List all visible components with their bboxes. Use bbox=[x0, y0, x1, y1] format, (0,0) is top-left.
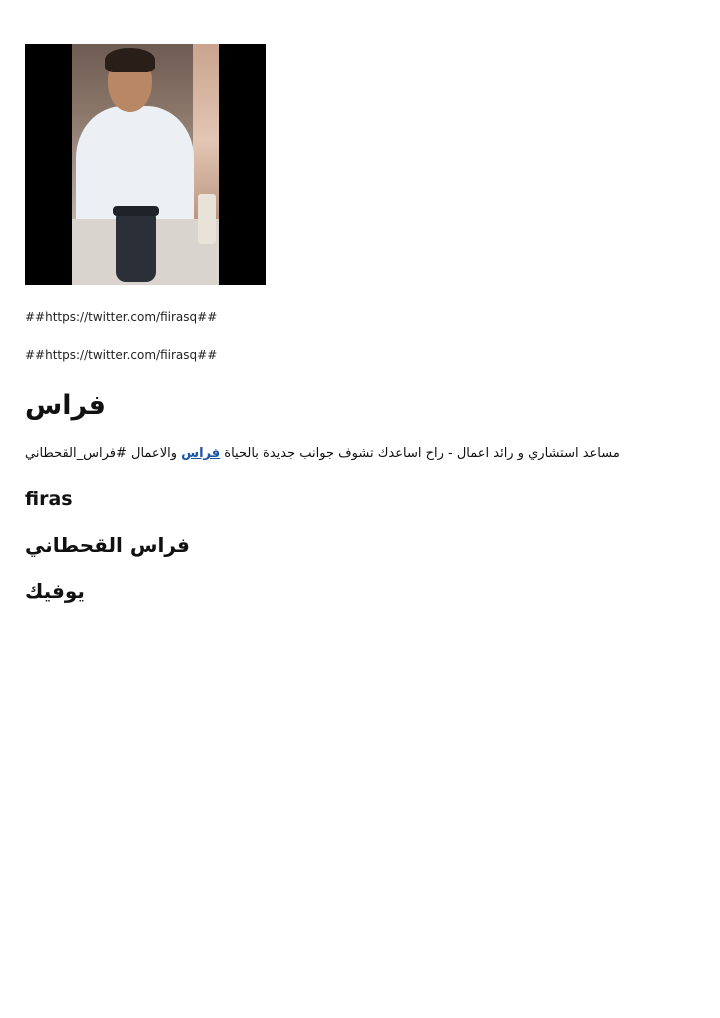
twitter-link-text-1: ##https://twitter.com/fiirasq## bbox=[25, 310, 218, 324]
bio-prefix: مساعد استشاري و رائد اعمال - راح اساعدك تشوف جوانب جديدة بالحياة bbox=[224, 446, 620, 461]
photo-cup bbox=[116, 212, 156, 282]
photo-glass bbox=[198, 194, 216, 244]
page-content bbox=[25, 44, 695, 603]
bio-name-link[interactable]: فراس bbox=[181, 446, 221, 461]
closing-heading: يوفيك bbox=[25, 579, 85, 603]
full-name-heading: فراس القحطاني bbox=[25, 533, 190, 557]
bio-paragraph bbox=[25, 444, 695, 464]
twitter-link-text-2: ##https://twitter.com/fiirasq## bbox=[25, 348, 218, 362]
name-heading: فراس bbox=[25, 390, 106, 421]
bio-suffix: والاعمال #فراس_القحطاني bbox=[25, 446, 177, 461]
photo-hair bbox=[105, 48, 155, 72]
latin-name-heading: firas bbox=[25, 488, 73, 510]
photo-scene bbox=[72, 44, 219, 285]
profile-photo bbox=[25, 44, 266, 285]
